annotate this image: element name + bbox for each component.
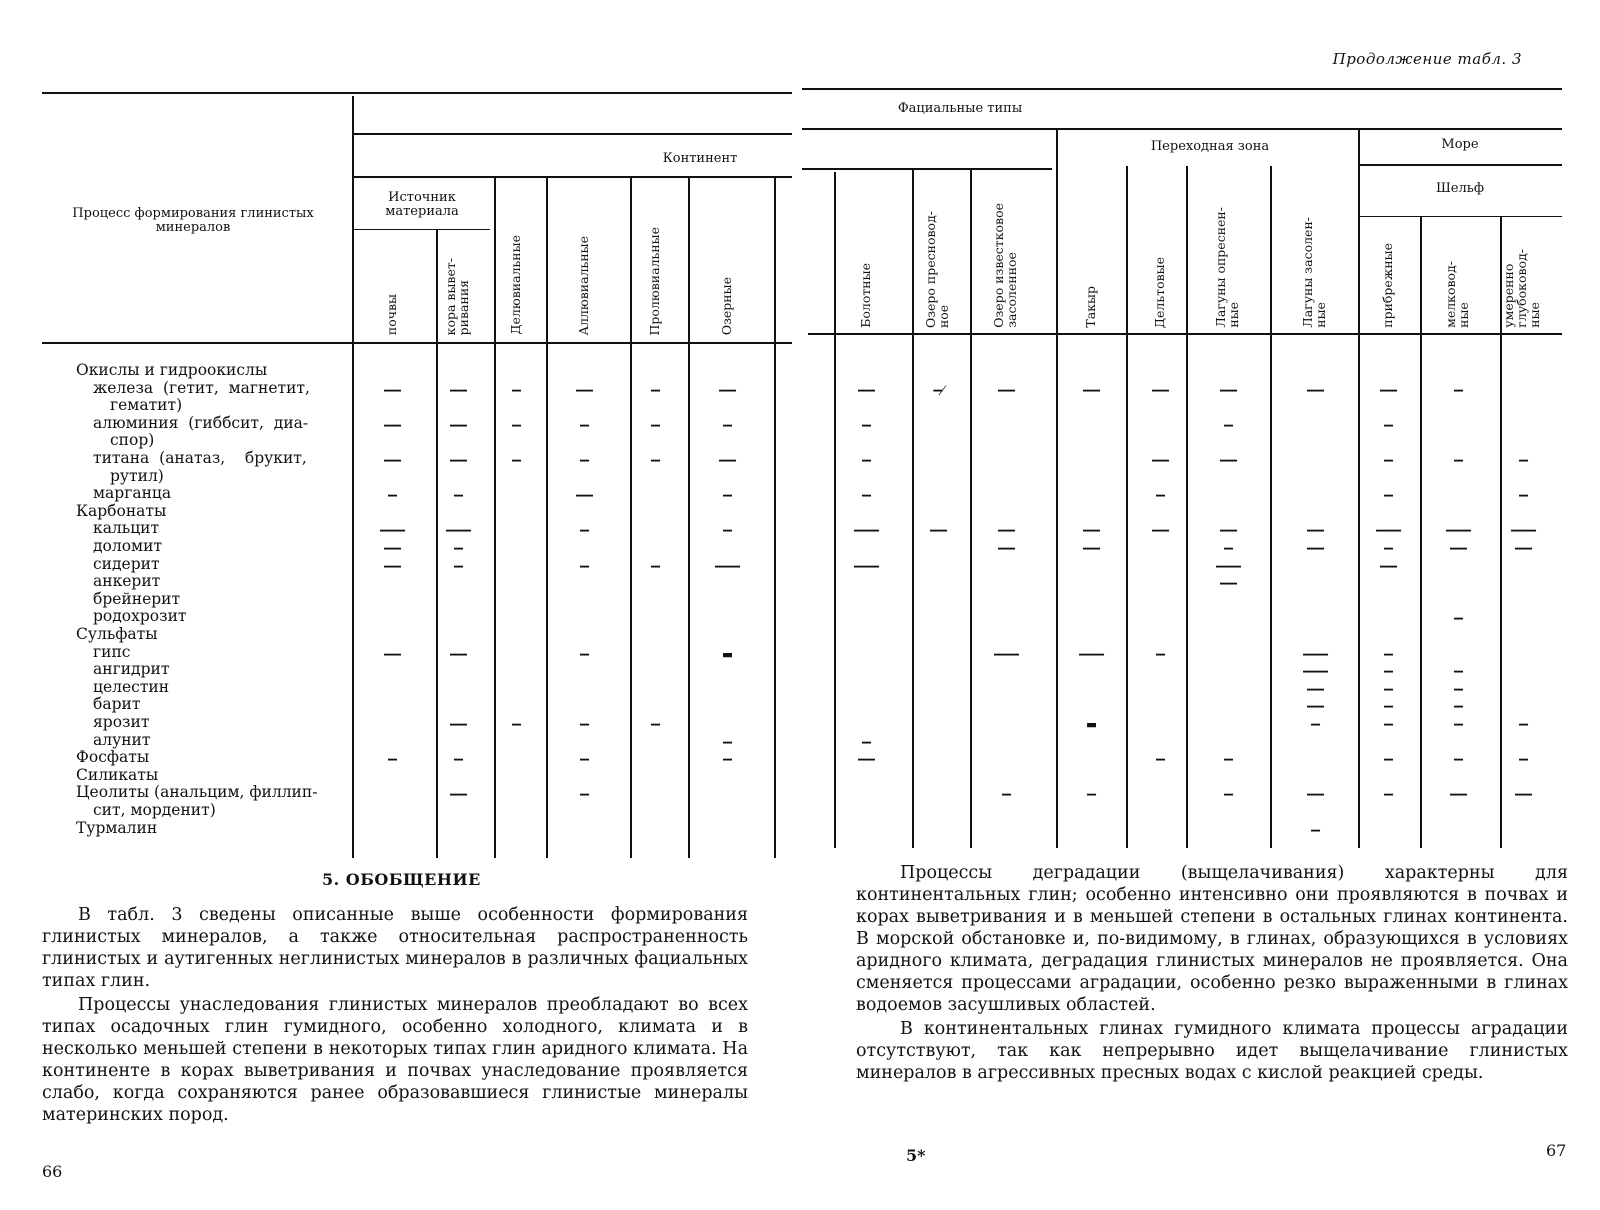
abundance-mark: —— — [1306, 521, 1324, 540]
abundance-mark: — — [650, 415, 660, 434]
row-label: рутил) — [110, 466, 164, 485]
abundance-mark: —— — [857, 380, 875, 399]
abundance-mark: —— — [449, 451, 467, 469]
abundance-mark: — — [1453, 679, 1463, 698]
abundance-mark: — — [1223, 750, 1233, 769]
row-label: гипс — [93, 642, 131, 661]
abundance-mark: —— — [997, 539, 1015, 557]
abundance-mark: — — [579, 644, 589, 663]
abundance-mark: — — [1453, 715, 1463, 733]
left-paragraph-2: Процессы унаследования глинистых минералов преобладают во всех типах осадочных глин гумидного, особенно холодного, климата и в несколько меньшей степени в некоторых типах глин аридного климата. На континенте в корах выветривания и почвах унаследование проявляется слабо, когда сохраняются ранее образовавшиеся глинистые минералы материнских пород. — [42, 995, 748, 1125]
abundance-mark: ——— — [379, 521, 405, 540]
row-label: сит, морденит) — [93, 801, 216, 819]
abundance-mark: —— — [1306, 679, 1324, 698]
row-label: ангидрит — [93, 660, 170, 679]
abundance-mark: —— — [1514, 539, 1532, 557]
abundance-mark: —— — [1379, 380, 1397, 399]
abundance-mark: — — [1453, 451, 1463, 469]
column-header: Такыр — [1083, 286, 1098, 328]
column-header: кора вывет- ривания — [443, 257, 471, 335]
right-paragraph-1: Процессы деградации (выщелачивания) характерны для континентальных глин; особенно интенсивно они проявляются в почвах и корах выветривания и в меньшей степени в остальных глинах континента. В морской обстановке и, по-видимому, в глинах, образующихся в условиях аридного климата, деградация глинистых минералов не проявляется. Она сменяется процессами аградации, особенно резко выраженными в глинах водоемов засушливых областей. — [856, 863, 1568, 1015]
abundance-mark: — — [579, 785, 589, 804]
abundance-mark: —— — [449, 715, 467, 733]
abundance-mark: ——— — [1302, 662, 1328, 681]
abundance-mark: —— — [1082, 521, 1100, 540]
column-header: Болотные — [858, 263, 873, 328]
abundance-mark: —— — [1151, 451, 1169, 469]
abundance-mark: — — [579, 750, 589, 769]
column-header: Озеро известковое засоленное — [991, 203, 1019, 328]
abundance-mark: —— — [857, 750, 875, 769]
abundance-mark: —— — [1219, 574, 1237, 593]
column-header: прибрежные — [1380, 243, 1395, 328]
abundance-mark: — — [1383, 415, 1393, 434]
abundance-mark: — — [1223, 415, 1233, 434]
abundance-mark: — — [1155, 644, 1165, 663]
row-label: анкерит — [93, 572, 161, 591]
process-header: Процесс формирования глинистых минералов — [72, 206, 314, 235]
abundance-mark: — — [650, 556, 660, 575]
abundance-mark: —— — [1306, 380, 1324, 399]
shelf-header: Шельф — [1435, 181, 1485, 196]
abundance-mark: — — [1383, 539, 1393, 557]
row-label: гематит) — [110, 396, 183, 415]
column-header: Лагуны опреснен- ные — [1213, 207, 1241, 328]
abundance-mark: —— — [449, 380, 467, 399]
abundance-mark: —— — [1379, 556, 1397, 575]
abundance-mark: ——— — [714, 556, 740, 575]
abundance-mark: — — [1453, 609, 1463, 628]
column-header: Дельтовые — [1152, 256, 1167, 328]
abundance-mark: —— — [1306, 785, 1324, 804]
abundance-mark: — — [1223, 539, 1233, 557]
abundance-mark: — — [453, 750, 463, 769]
abundance-mark: — — [1453, 662, 1463, 681]
row-label: алюминия (гиббсит, диа- — [93, 413, 309, 432]
abundance-mark: — — [1223, 785, 1233, 804]
signature-mark: 5* — [906, 1146, 926, 1165]
column-header: Аллювиальные — [576, 235, 591, 335]
abundance-mark: —— — [997, 380, 1015, 399]
page-number-left: 66 — [42, 1162, 63, 1181]
abundance-mark: — — [1383, 697, 1393, 716]
abundance-mark: — — [1383, 486, 1393, 505]
column-header: почвы — [384, 293, 399, 335]
abundance-mark: — — [861, 486, 871, 505]
abundance-mark: — — [1383, 785, 1393, 804]
abundance-mark: —— — [718, 451, 736, 469]
abundance-mark: — — [511, 415, 521, 434]
abundance-mark: ——— — [1078, 644, 1104, 663]
abundance-mark: —— — [383, 380, 401, 399]
sea-header: Море — [1441, 137, 1479, 152]
abundance-mark: — — [453, 486, 463, 505]
abundance-mark: —— — [575, 380, 593, 399]
column-header: Лагуны засолен- ные — [1300, 217, 1328, 328]
abundance-mark: —— — [1306, 539, 1324, 557]
abundance-mark: — — [579, 415, 589, 434]
continent-header: Континент — [662, 151, 738, 166]
column-header: Делювиальные — [508, 235, 523, 335]
abundance-mark: — — [1001, 785, 1011, 804]
abundance-mark: — — [1453, 750, 1463, 769]
abundance-mark: —— — [1514, 785, 1532, 804]
abundance-mark: — — [861, 732, 871, 751]
row-label: Сульфаты — [76, 625, 158, 643]
abundance-mark: — — [722, 521, 732, 540]
abundance-mark: — — [511, 380, 521, 399]
abundance-mark: — — [387, 486, 397, 505]
abundance-mark: — — [1383, 679, 1393, 698]
right-paragraph-2: В континентальных глинах гумидного климата процессы аградации отсутствуют, так как непрерывно идет выщелачивание глинистых минералов в агрессивных пресных водах с кислой реакцией среды. — [856, 1019, 1568, 1083]
abundance-mark: ——— — [1302, 644, 1328, 663]
abundance-mark: — — [1518, 451, 1528, 469]
row-label: марганца — [93, 484, 172, 503]
abundance-mark: —— — [449, 785, 467, 804]
column-header: Озерные — [719, 276, 734, 335]
abundance-mark: —— — [1449, 785, 1467, 804]
abundance-mark: — — [387, 750, 397, 769]
abundance-mark: —⁄ — [933, 380, 943, 399]
column-header: мелковод- ные — [1443, 261, 1471, 328]
abundance-mark: ——— — [1215, 556, 1241, 575]
row-label: Окислы и гидроокислы — [76, 361, 268, 379]
abundance-mark: — — [722, 415, 732, 434]
abundance-mark: — — [1086, 785, 1096, 804]
abundance-mark: — — [650, 451, 660, 469]
abundance-mark: —— — [383, 451, 401, 469]
abundance-mark: — — [1518, 750, 1528, 769]
abundance-mark: — — [650, 715, 660, 733]
abundance-mark: — — [722, 750, 732, 769]
abundance-mark: — — [1383, 644, 1393, 663]
abundance-mark: — — [1518, 486, 1528, 505]
abundance-mark: —— — [383, 415, 401, 434]
column-header: Озеро пресновод- ное — [923, 210, 951, 328]
abundance-mark: —— — [1219, 380, 1237, 399]
section-heading: 5. ОБОБЩЕНИЕ — [322, 870, 481, 889]
abundance-mark: — — [1310, 820, 1320, 839]
abundance-mark: ▬ — [722, 644, 732, 663]
abundance-mark: ——— — [993, 644, 1019, 663]
abundance-mark: —— — [1219, 451, 1237, 469]
row-label: Силикаты — [76, 765, 159, 784]
abundance-mark: ——— — [1510, 521, 1536, 540]
continuation-title: Продолжение табл. 3 — [1332, 50, 1522, 68]
abundance-mark: — — [511, 451, 521, 469]
abundance-mark: — — [1383, 715, 1393, 733]
row-label: Фосфаты — [76, 748, 150, 767]
abundance-mark: —— — [383, 556, 401, 575]
row-label: родохрозит — [93, 607, 187, 626]
abundance-mark: — — [861, 451, 871, 469]
row-label: Турмалин — [76, 818, 158, 837]
source-material-header: Источник материала — [385, 190, 459, 219]
abundance-mark: — — [511, 715, 521, 733]
abundance-mark: ——— — [1445, 521, 1471, 540]
abundance-mark: — — [579, 715, 589, 733]
transition-zone-header: Переходная зона — [1150, 139, 1270, 154]
abundance-mark: — — [1453, 697, 1463, 716]
abundance-mark: —— — [718, 380, 736, 399]
facial-types-header: Фациальные типы — [897, 101, 1023, 116]
row-label: железа (гетит, магнетит, — [93, 378, 310, 397]
abundance-mark: — — [650, 380, 660, 399]
abundance-mark: —— — [1219, 521, 1237, 540]
row-label: спор) — [110, 431, 155, 450]
abundance-mark: —— — [1082, 380, 1100, 399]
abundance-mark: —— — [1151, 380, 1169, 399]
abundance-mark: — — [1155, 750, 1165, 769]
abundance-mark: ——— — [853, 556, 879, 575]
row-label: алунит — [93, 730, 151, 749]
abundance-mark: ——— — [1375, 521, 1401, 540]
abundance-mark: —— — [1151, 521, 1169, 540]
abundance-mark: — — [1310, 715, 1320, 733]
abundance-mark: — — [1518, 715, 1528, 733]
abundance-mark: —— — [383, 539, 401, 557]
abundance-mark: — — [453, 556, 463, 575]
abundance-mark: —— — [997, 521, 1015, 540]
abundance-mark: —— — [383, 644, 401, 663]
row-label: доломит — [93, 537, 163, 555]
abundance-mark: —— — [1082, 539, 1100, 557]
row-label: Карбонаты — [76, 501, 167, 520]
abundance-mark: ▬ — [1086, 715, 1096, 733]
row-label: титана (анатаз, брукит, — [93, 449, 307, 467]
abundance-mark: — — [861, 415, 871, 434]
row-label: брейнерит — [93, 589, 181, 608]
abundance-mark: — — [1383, 662, 1393, 681]
abundance-mark: — — [579, 521, 589, 540]
abundance-mark: —— — [449, 644, 467, 663]
abundance-mark: —— — [449, 415, 467, 434]
abundance-mark: — — [579, 556, 589, 575]
abundance-mark: — — [579, 451, 589, 469]
abundance-mark: — — [722, 732, 732, 751]
column-header: Пролювиальные — [647, 226, 662, 335]
row-label: кальцит — [93, 519, 160, 538]
column-header: умеренно глубоковод- ные — [1501, 249, 1542, 328]
abundance-mark: —— — [1306, 697, 1324, 716]
abundance-mark: ——— — [445, 521, 471, 540]
abundance-mark: — — [1383, 451, 1393, 469]
row-label: Цеолиты (анальцим, филлип- — [76, 783, 318, 802]
row-label: ярозит — [93, 713, 150, 731]
page-number-right: 67 — [1546, 1141, 1567, 1160]
left-paragraph-1: В табл. 3 сведены описанные выше особенности формирования глинистых минералов, а также относительная распространенность глинистых и аутигенных неглинистых минералов в различных фациальных типах глин. — [42, 905, 748, 991]
abundance-mark: —— — [1449, 539, 1467, 557]
abundance-mark: — — [722, 486, 732, 505]
abundance-mark: — — [1383, 750, 1393, 769]
abundance-mark: — — [1155, 486, 1165, 505]
abundance-mark: — — [1453, 380, 1463, 399]
row-label: целестин — [93, 677, 170, 696]
abundance-mark: ——— — [853, 521, 879, 540]
abundance-mark: — — [453, 539, 463, 557]
abundance-mark: —— — [575, 486, 593, 505]
row-label: сидерит — [93, 554, 160, 573]
row-label: барит — [93, 695, 141, 714]
abundance-mark: —— — [929, 521, 947, 540]
